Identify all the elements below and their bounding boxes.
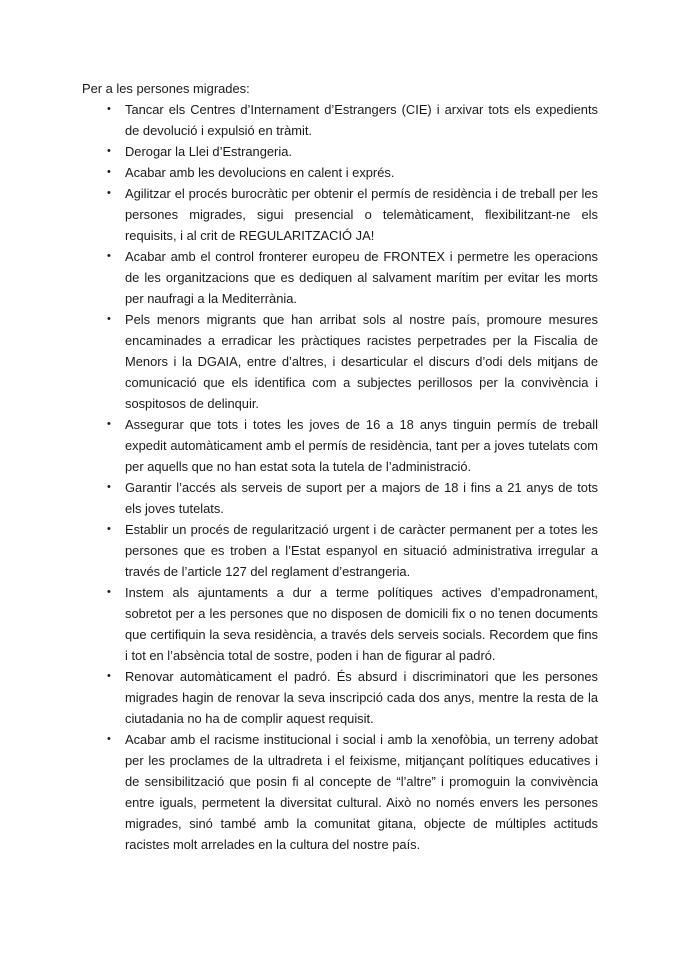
bullet-text: Derogar la Llei d’Estrangeria. bbox=[125, 144, 292, 159]
bullet-icon: • bbox=[107, 187, 111, 199]
page-title: Per a les persones migrades: bbox=[82, 81, 250, 96]
bullet-text: Renovar automàticament el padró. És absurd i discriminatori que les persones migrades hagin de renovar la seva inscripció cada dos anys, mentre la resta de la ciutadania no ha de complir aquest requisit. bbox=[125, 669, 598, 726]
list-item bbox=[107, 162, 598, 183]
list-item bbox=[107, 246, 598, 309]
bullet-text: Garantir l’accés als serveis de suport per a majors de 18 i fins a 21 anys de tots els joves tutelats. bbox=[125, 480, 598, 516]
bullet-list bbox=[82, 99, 598, 855]
bullet-icon: • bbox=[107, 166, 111, 178]
bullet-icon: • bbox=[107, 103, 111, 115]
bullet-icon: • bbox=[107, 523, 111, 535]
bullet-text: Acabar amb el racisme institucional i social i amb la xenofòbia, un terreny adobat per les proclames de la ultradreta i el feixisme, mitjançant polítiques educatives i de sensibilització que posin fi al concepte de “l’altre” i promoguin la convivència entre iguals, permetent la diversitat cultural. Això no només envers les persones migrades, sinó també amb la comunitat gitana, objecte de múltiples actituds racistes molt arrelades en la cultura del nostre país. bbox=[125, 732, 598, 852]
list-item bbox=[107, 519, 598, 582]
bullet-icon: • bbox=[107, 586, 111, 598]
bullet-icon: • bbox=[107, 733, 111, 745]
list-item bbox=[107, 666, 598, 729]
list-item bbox=[107, 729, 598, 855]
bullet-text: Acabar amb les devolucions en calent i exprés. bbox=[125, 165, 395, 180]
list-item bbox=[107, 309, 598, 414]
bullet-text: Acabar amb el control fronterer europeu de FRONTEX i permetre les operacions de les organitzacions que es dediquen al salvament marítim per evitar les morts per naufragi a la Mediterrània. bbox=[125, 249, 598, 306]
bullet-text: Tancar els Centres d’Internament d’Estrangers (CIE) i arxivar tots els expedients de devolució i expulsió en tràmit. bbox=[125, 102, 598, 138]
bullet-icon: • bbox=[107, 670, 111, 682]
list-item bbox=[107, 582, 598, 666]
bullet-icon: • bbox=[107, 418, 111, 430]
bullet-icon: • bbox=[107, 481, 111, 493]
bullet-icon: • bbox=[107, 250, 111, 262]
list-item bbox=[107, 477, 598, 519]
list-item bbox=[107, 414, 598, 477]
bullet-icon: • bbox=[107, 145, 111, 157]
bullet-text: Establir un procés de regularització urgent i de caràcter permanent per a totes les persones que es troben a l’Estat espanyol en situació administrativa irregular a través de l’article 127 del reglament d’estrangeria. bbox=[125, 522, 598, 579]
list-item bbox=[107, 99, 598, 141]
bullet-text: Pels menors migrants que han arribat sols al nostre país, promoure mesures encaminades a erradicar les pràctiques racistes perpetrades per la Fiscalia de Menors i la DGAIA, entre d’altres, i desarticular el discurs d’odi dels mitjans de comunicació que els identifica com a subjectes perillosos per la convivència i sospitosos de delinquir. bbox=[125, 312, 598, 411]
bullet-icon: • bbox=[107, 313, 111, 325]
list-item bbox=[107, 141, 598, 162]
bullet-text: Assegurar que tots i totes les joves de 16 a 18 anys tinguin permís de treball expedit automàticament amb el permís de residència, tant per a joves tutelats com per aquells que no han estat sota la tutela de l’administració. bbox=[125, 417, 598, 474]
list-item bbox=[107, 183, 598, 246]
bullet-text: Instem als ajuntaments a dur a terme polítiques actives d’empadronament, sobretot per a les persones que no disposen de domicili fix o no tenen documents que certifiquin la seva residència, a través dels serveis socials. Recordem que fins i tot en l’absència total de sostre, poden i han de figurar al padró. bbox=[125, 585, 598, 663]
bullet-text: Agilitzar el procés burocràtic per obtenir el permís de residència i de treball per les persones migrades, sigui presencial o telemàticament, flexibilitzant-ne els requisits, i al crit de REGULARITZACIÓ JA! bbox=[125, 186, 598, 243]
